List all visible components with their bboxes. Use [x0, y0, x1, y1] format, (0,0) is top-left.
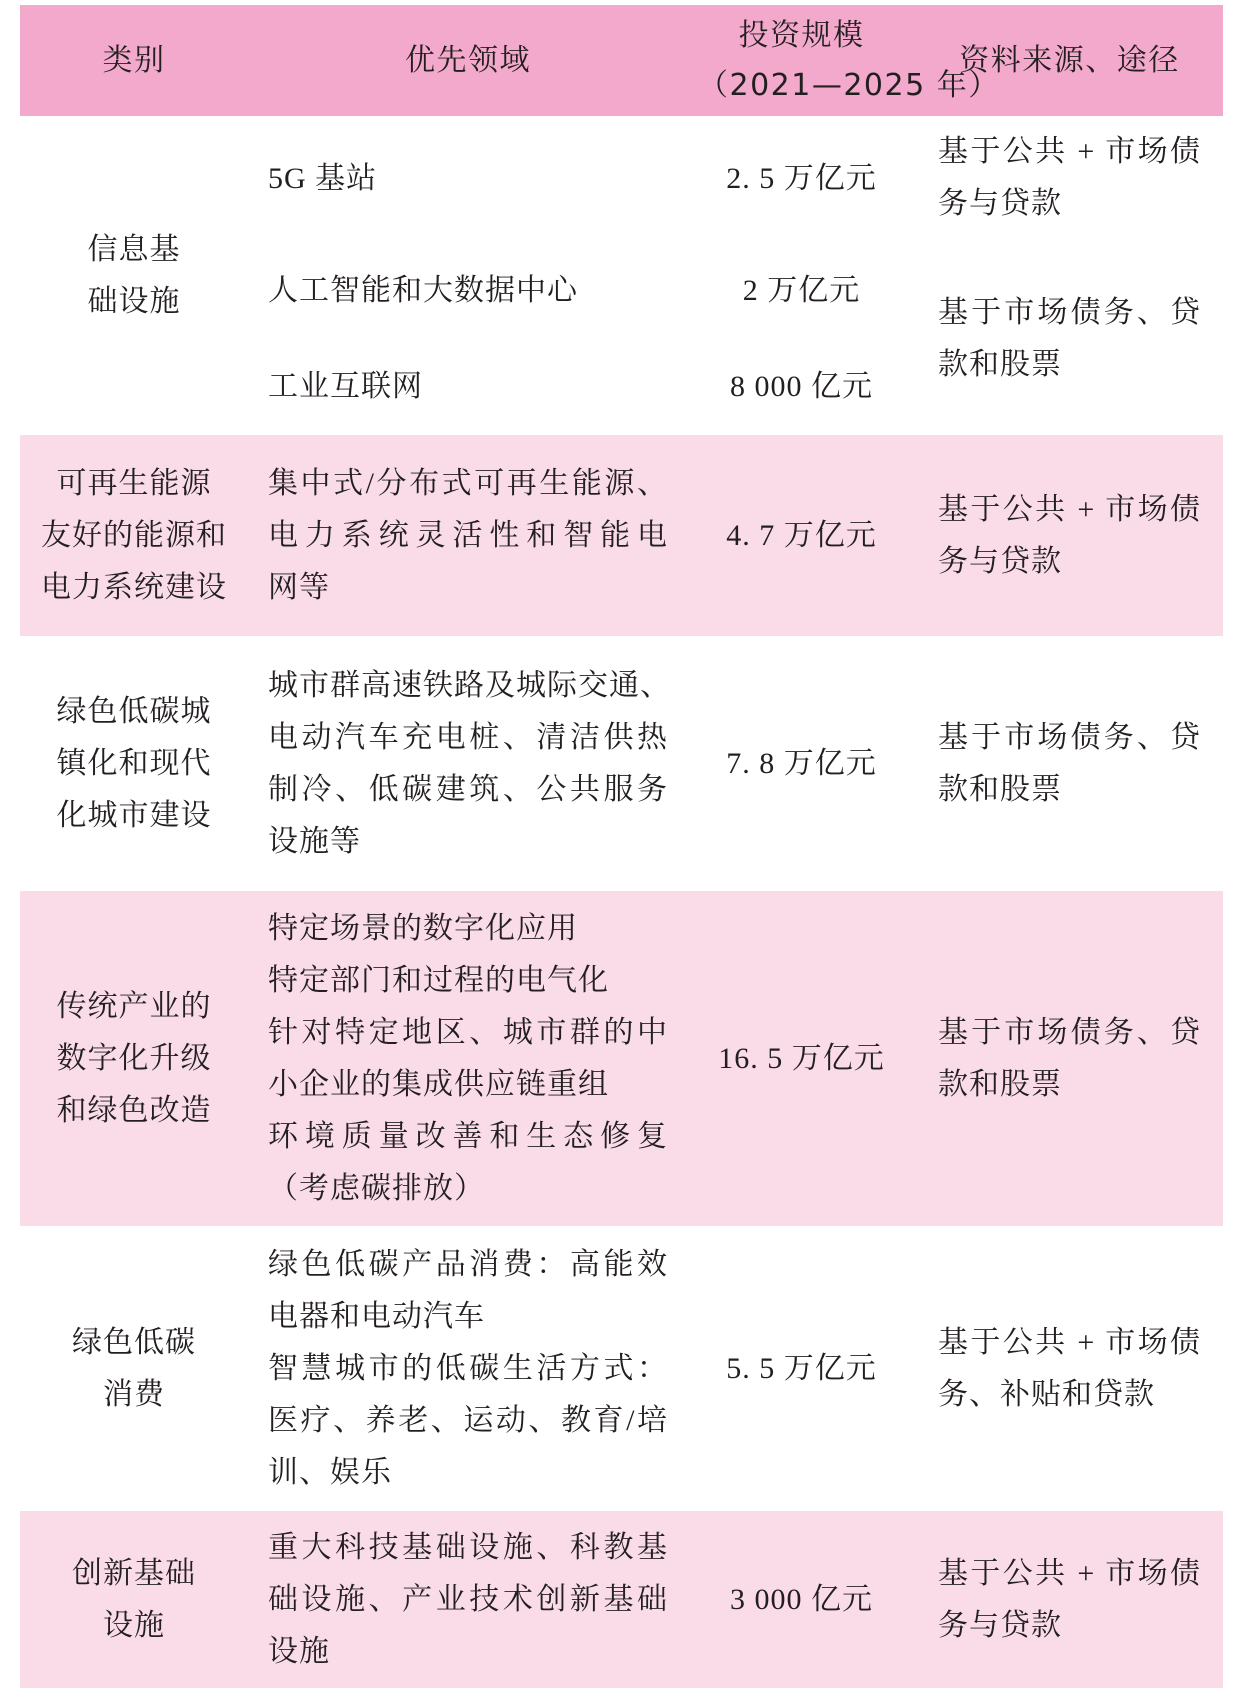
category-line: 镇化和现代 — [56, 746, 212, 780]
source-line: 款和股票 — [938, 1067, 1062, 1101]
priority-area-line: 电器和电动汽车 — [268, 1299, 485, 1333]
table-row — [20, 636, 1223, 891]
category-line: 数字化升级 — [56, 1041, 212, 1075]
investment-value: 2. 5 万亿元 — [726, 162, 877, 195]
category-line: 和绿色改造 — [56, 1093, 212, 1127]
priority-area-line: 重大科技基础设施、科教基 — [268, 1530, 668, 1564]
category-line: 绿色低碳 — [72, 1325, 196, 1359]
priority-area-line: 5G 基站 — [268, 162, 378, 195]
table-row — [20, 116, 1223, 435]
investment-value: 3 000 亿元 — [730, 1582, 873, 1616]
table-row — [20, 1511, 1223, 1688]
investment-cell — [698, 1226, 905, 1511]
source-line: 基于市场债务、贷 — [938, 720, 1201, 754]
priority-area-line: 特定场景的数字化应用 — [268, 911, 578, 945]
priority-area-line: 电力系统灵活性和智能电 — [268, 518, 668, 552]
category-line: 友好的能源和 — [41, 518, 227, 552]
priority-area-line: 特定部门和过程的电气化 — [268, 963, 609, 997]
category-cell — [20, 1511, 248, 1688]
source-block — [938, 126, 1201, 230]
header-investment-period: （2021—2025 年） — [698, 67, 1000, 103]
priority-area-cell — [248, 891, 698, 1226]
priority-area-line: 训、娱乐 — [268, 1455, 392, 1489]
priority-area-line: 城市群高速铁路及城际交通、 — [268, 668, 671, 702]
investment-cell — [698, 636, 905, 891]
source-block — [938, 287, 1201, 391]
investment-cell — [698, 891, 905, 1226]
category-line: 信息基 — [87, 232, 181, 266]
priority-area-cell — [248, 636, 698, 891]
header-priority-area-label: 优先领域 — [405, 42, 531, 78]
investment-value: 2 万亿元 — [742, 274, 861, 307]
header-category-cell — [20, 5, 248, 116]
category-cell — [20, 636, 248, 891]
source-line: 务与贷款 — [938, 187, 1062, 220]
priority-area-line: 医疗、养老、运动、教育/培 — [268, 1403, 668, 1437]
investment-table — [20, 5, 1223, 1688]
source-line: 基于公共 + 市场债 — [938, 135, 1201, 168]
category-cell — [20, 891, 248, 1226]
table-row — [20, 435, 1223, 636]
category-line: 电力系统建设 — [41, 570, 227, 604]
priority-area-line: 环境质量改善和生态修复 — [268, 1119, 668, 1153]
source-cell — [905, 891, 1223, 1226]
source-line: 务与贷款 — [938, 1608, 1062, 1642]
source-line: 务、补贴和贷款 — [938, 1377, 1155, 1411]
priority-area-line: 设施等 — [268, 824, 361, 858]
table-row — [20, 1226, 1223, 1511]
priority-area-line: 智慧城市的低碳生活方式： — [268, 1351, 668, 1385]
priority-area-line: 设施 — [268, 1634, 330, 1668]
source-line: 基于公共 + 市场债 — [938, 1325, 1201, 1359]
investment-cell — [698, 116, 905, 435]
source-cell — [905, 1226, 1223, 1511]
header-priority-area-cell — [248, 5, 698, 116]
investment-value: 8 000 亿元 — [730, 370, 873, 403]
priority-area-cell — [248, 1226, 698, 1511]
header-investment-cell — [698, 5, 1000, 116]
investment-value: 16. 5 万亿元 — [718, 1041, 885, 1075]
priority-area-line: 小企业的集成供应链重组 — [268, 1067, 609, 1101]
table-row — [20, 891, 1223, 1226]
category-cell — [20, 1226, 248, 1511]
category-line: 传统产业的 — [56, 989, 212, 1023]
priority-area-cell — [248, 435, 698, 636]
priority-area-line: 针对特定地区、城市群的中 — [268, 1015, 668, 1049]
source-line: 款和股票 — [938, 772, 1062, 806]
investment-cell — [698, 435, 905, 636]
priority-area-line: 工业互联网 — [268, 370, 423, 403]
table-header-row — [20, 5, 1223, 116]
priority-area-line: 绿色低碳产品消费：高能效 — [268, 1247, 668, 1281]
investment-cell — [698, 1511, 905, 1688]
category-line: 创新基础 — [72, 1556, 196, 1590]
priority-area-line: 网等 — [268, 570, 330, 604]
investment-value: 7. 8 万亿元 — [726, 746, 877, 780]
source-cell — [905, 636, 1223, 891]
source-cell — [905, 116, 1223, 435]
category-line: 化城市建设 — [56, 798, 212, 832]
priority-area-line: 制冷、低碳建筑、公共服务 — [268, 772, 668, 806]
category-line: 绿色低碳城 — [56, 694, 212, 728]
header-source-label: 资料来源、途径 — [959, 42, 1180, 78]
source-line: 款和股票 — [938, 348, 1062, 381]
category-cell — [20, 435, 248, 636]
source-cell — [905, 435, 1223, 636]
category-line: 设施 — [103, 1608, 165, 1642]
source-line: 基于市场债务、贷 — [938, 296, 1201, 329]
category-line: 可再生能源 — [56, 466, 212, 500]
source-line: 基于公共 + 市场债 — [938, 492, 1201, 526]
priority-area-cell — [248, 1511, 698, 1688]
header-source-cell — [905, 5, 1223, 116]
category-line: 消费 — [103, 1377, 165, 1411]
source-line: 基于市场债务、贷 — [938, 1015, 1201, 1049]
header-category-label: 类别 — [102, 42, 166, 78]
source-line: 基于公共 + 市场债 — [938, 1556, 1201, 1590]
category-line: 础设施 — [87, 284, 181, 318]
header-investment-label: 投资规模 — [738, 17, 865, 53]
priority-area-line: 集中式/分布式可再生能源、 — [268, 466, 668, 500]
priority-area-line: 础设施、产业技术创新基础 — [268, 1582, 668, 1616]
investment-value: 4. 7 万亿元 — [726, 518, 877, 552]
investment-value: 5. 5 万亿元 — [726, 1351, 877, 1385]
priority-area-line: 人工智能和大数据中心 — [268, 274, 578, 307]
priority-area-line: 电动汽车充电桩、清洁供热 — [268, 720, 668, 754]
category-cell — [20, 116, 248, 435]
priority-area-line: （考虑碳排放） — [268, 1171, 485, 1205]
source-line: 务与贷款 — [938, 544, 1062, 578]
priority-area-cell — [248, 116, 698, 435]
source-cell — [905, 1511, 1223, 1688]
